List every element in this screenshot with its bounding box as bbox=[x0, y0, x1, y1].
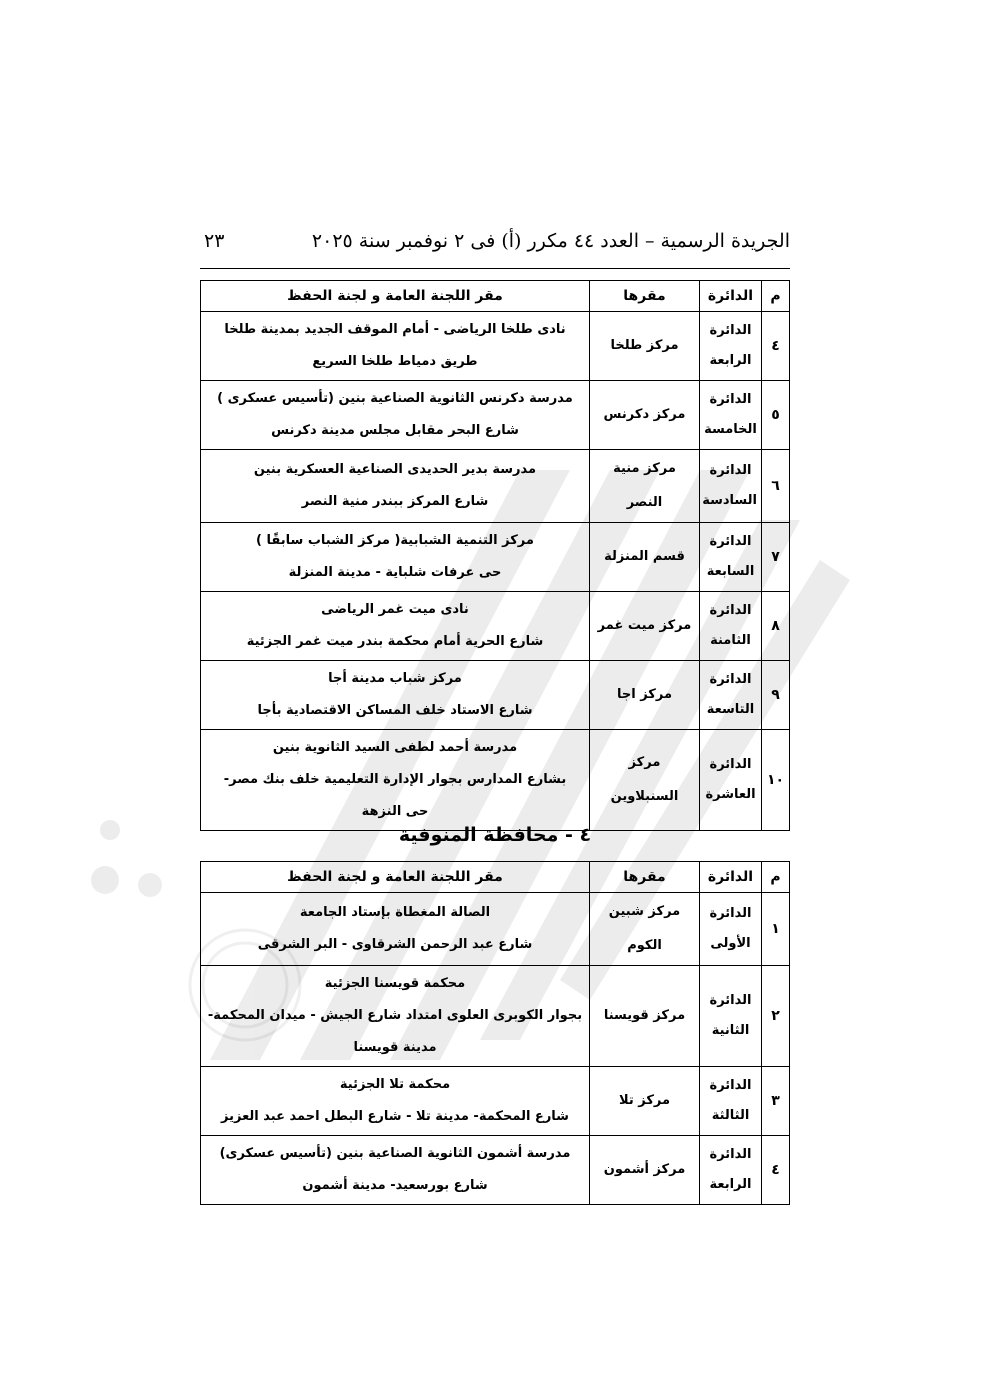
menoufia-committees-table bbox=[200, 861, 790, 1205]
circuit-name: الدائرة الثامنة bbox=[700, 592, 762, 661]
row-number: ٦ bbox=[762, 450, 790, 523]
row-number: ٨ bbox=[762, 592, 790, 661]
table-row bbox=[201, 661, 790, 730]
committee-address-line: مدرسة دكرنس الثانوية الصناعية بنين (تأسيس عسكرى ) bbox=[217, 391, 573, 406]
table-header-row bbox=[201, 862, 790, 893]
row-number: ٩ bbox=[762, 661, 790, 730]
header-num: م bbox=[762, 862, 790, 893]
header-divider bbox=[200, 268, 790, 269]
table-body bbox=[201, 312, 790, 831]
table-row bbox=[201, 450, 790, 523]
header-circuit: الدائرة bbox=[700, 862, 762, 893]
circuit-name: الدائرة السابعة bbox=[700, 523, 762, 592]
circuit-seat: مركز أشمون bbox=[590, 1136, 700, 1205]
row-number: ٢ bbox=[762, 966, 790, 1067]
committee-location bbox=[201, 966, 590, 1067]
table-row bbox=[201, 592, 790, 661]
committee-location bbox=[201, 381, 590, 450]
circuit-seat: مركز اجا bbox=[590, 661, 700, 730]
circuit-name: الدائرة الثالثة bbox=[700, 1067, 762, 1136]
row-number: ١ bbox=[762, 893, 790, 966]
committee-address-line: حى عرفات شلباية - مدينة المنزلة bbox=[288, 565, 502, 580]
dakahlia-committees-table bbox=[200, 280, 790, 831]
header-committee: مقر اللجنة العامة و لجنة الحفظ bbox=[201, 862, 590, 893]
header-committee: مقر اللجنة العامة و لجنة الحفظ bbox=[201, 281, 590, 312]
row-number: ٧ bbox=[762, 523, 790, 592]
committee-address-line: شارع الاستاد خلف المساكن الاقتصادية بأجا bbox=[257, 703, 533, 718]
table-row bbox=[201, 730, 790, 831]
committee-address-line: مركز التنمية الشبابية( مركز الشباب سابقًا ) bbox=[256, 533, 534, 548]
committee-address-line: شارع المركز ببندر منية النصر bbox=[301, 494, 489, 509]
row-number: ٤ bbox=[762, 312, 790, 381]
circuit-name: الدائرة التاسعة bbox=[700, 661, 762, 730]
circuit-seat: مركز منية النصر bbox=[590, 450, 700, 523]
circuit-name: الدائرة الأولى bbox=[700, 893, 762, 966]
committee-address-line: بجوار الكوبرى العلوى امتداد شارع الجيش - ميدان المحكمة- bbox=[207, 1008, 583, 1023]
committee-address-line: نادى طلخا الرياضى - أمام الموقف الجديد بمدينة طلخا bbox=[224, 322, 566, 337]
circuit-name: الدائرة الثانية bbox=[700, 966, 762, 1067]
circuit-seat: مركز تلا bbox=[590, 1067, 700, 1136]
table-row bbox=[201, 1136, 790, 1205]
circuit-seat: مركز السنبلاوين bbox=[590, 730, 700, 831]
committee-address-line: الصالة المغطاة بإستاد الجامعة bbox=[299, 905, 491, 920]
circuit-name: الدائرة العاشرة bbox=[700, 730, 762, 831]
table-row bbox=[201, 893, 790, 966]
header-circuit: الدائرة bbox=[700, 281, 762, 312]
committee-address-line: مدينة قويسنا bbox=[353, 1040, 437, 1055]
header-seat: مقرها bbox=[590, 281, 700, 312]
circuit-name: الدائرة السادسة bbox=[700, 450, 762, 523]
table-row bbox=[201, 523, 790, 592]
table-row bbox=[201, 381, 790, 450]
row-number: ١٠ bbox=[762, 730, 790, 831]
header-seat: مقرها bbox=[590, 862, 700, 893]
gazette-title: الجريدة الرسمية – العدد ٤٤ مكرر (أ) فى ٢ نوفمبر سنة ٢٠٢٥ bbox=[311, 230, 790, 252]
committee-address-line: شارع البحر مقابل مجلس مدينة دكرنس bbox=[271, 423, 519, 438]
committee-address-line: طريق دمياط طلخا السريع bbox=[312, 354, 478, 369]
committee-address-line: شارع الحرية أمام محكمة بندر ميت غمر الجزئية bbox=[246, 634, 544, 649]
committee-location bbox=[201, 523, 590, 592]
section-title-menoufia: ٤ - محافظة المنوفية bbox=[398, 824, 592, 846]
circuit-seat: مركز شبين الكوم bbox=[590, 893, 700, 966]
row-number: ٤ bbox=[762, 1136, 790, 1205]
committee-address-line: حى النزهة bbox=[361, 804, 429, 819]
committee-location bbox=[201, 661, 590, 730]
circuit-name: الدائرة الرابعة bbox=[700, 312, 762, 381]
committee-location bbox=[201, 730, 590, 831]
table-row bbox=[201, 966, 790, 1067]
table-header-row bbox=[201, 281, 790, 312]
committee-location bbox=[201, 1067, 590, 1136]
page-number: ٢٣ bbox=[204, 230, 225, 252]
circuit-seat: مركز قويسنا bbox=[590, 966, 700, 1067]
committee-address-line: بشارع المدارس بجوار الإدارة التعليمية خلف بنك مصر- bbox=[223, 772, 567, 787]
committee-address-line: نادى ميت غمر الرياضى bbox=[321, 602, 469, 617]
committee-address-line: مدرسة بدير الحديدى الصناعية العسكرية بنين bbox=[253, 462, 537, 477]
committee-address-line: محكمة قويسنا الجزئية bbox=[324, 976, 466, 991]
committee-address-line: مدرسة أحمد لطفى السيد الثانوية بنين bbox=[272, 740, 518, 755]
row-number: ٥ bbox=[762, 381, 790, 450]
committee-address-line: مركز شباب مدينة أجا bbox=[328, 671, 462, 686]
circuit-seat: مركز ميت غمر bbox=[590, 592, 700, 661]
circuit-seat: مركز دكرنس bbox=[590, 381, 700, 450]
committee-address-line: محكمة تلا الجزئية bbox=[339, 1077, 451, 1092]
committee-location bbox=[201, 592, 590, 661]
committee-location bbox=[201, 1136, 590, 1205]
header-num: م bbox=[762, 281, 790, 312]
page-header bbox=[200, 226, 790, 266]
table-row bbox=[201, 312, 790, 381]
committee-address-line: شارع عبد الرحمن الشرقاوى - البر الشرقى bbox=[257, 937, 533, 952]
circuit-name: الدائرة الخامسة bbox=[700, 381, 762, 450]
committee-address-line: شارع بورسعيد- مدينة أشمون bbox=[302, 1178, 488, 1193]
circuit-name: الدائرة الرابعة bbox=[700, 1136, 762, 1205]
table-row bbox=[201, 1067, 790, 1136]
committee-address-line: شارع المحكمة- مدينة تلا - شارع البطل احمد عبد العزيز bbox=[221, 1109, 569, 1124]
table-body bbox=[201, 893, 790, 1205]
committee-address-line: مدرسة أشمون الثانوية الصناعية بنين (تأسيس عسكرى) bbox=[219, 1146, 571, 1161]
circuit-seat: قسم المنزلة bbox=[590, 523, 700, 592]
committee-location bbox=[201, 450, 590, 523]
row-number: ٣ bbox=[762, 1067, 790, 1136]
circuit-seat: مركز طلخا bbox=[590, 312, 700, 381]
committee-location bbox=[201, 893, 590, 966]
committee-location bbox=[201, 312, 590, 381]
